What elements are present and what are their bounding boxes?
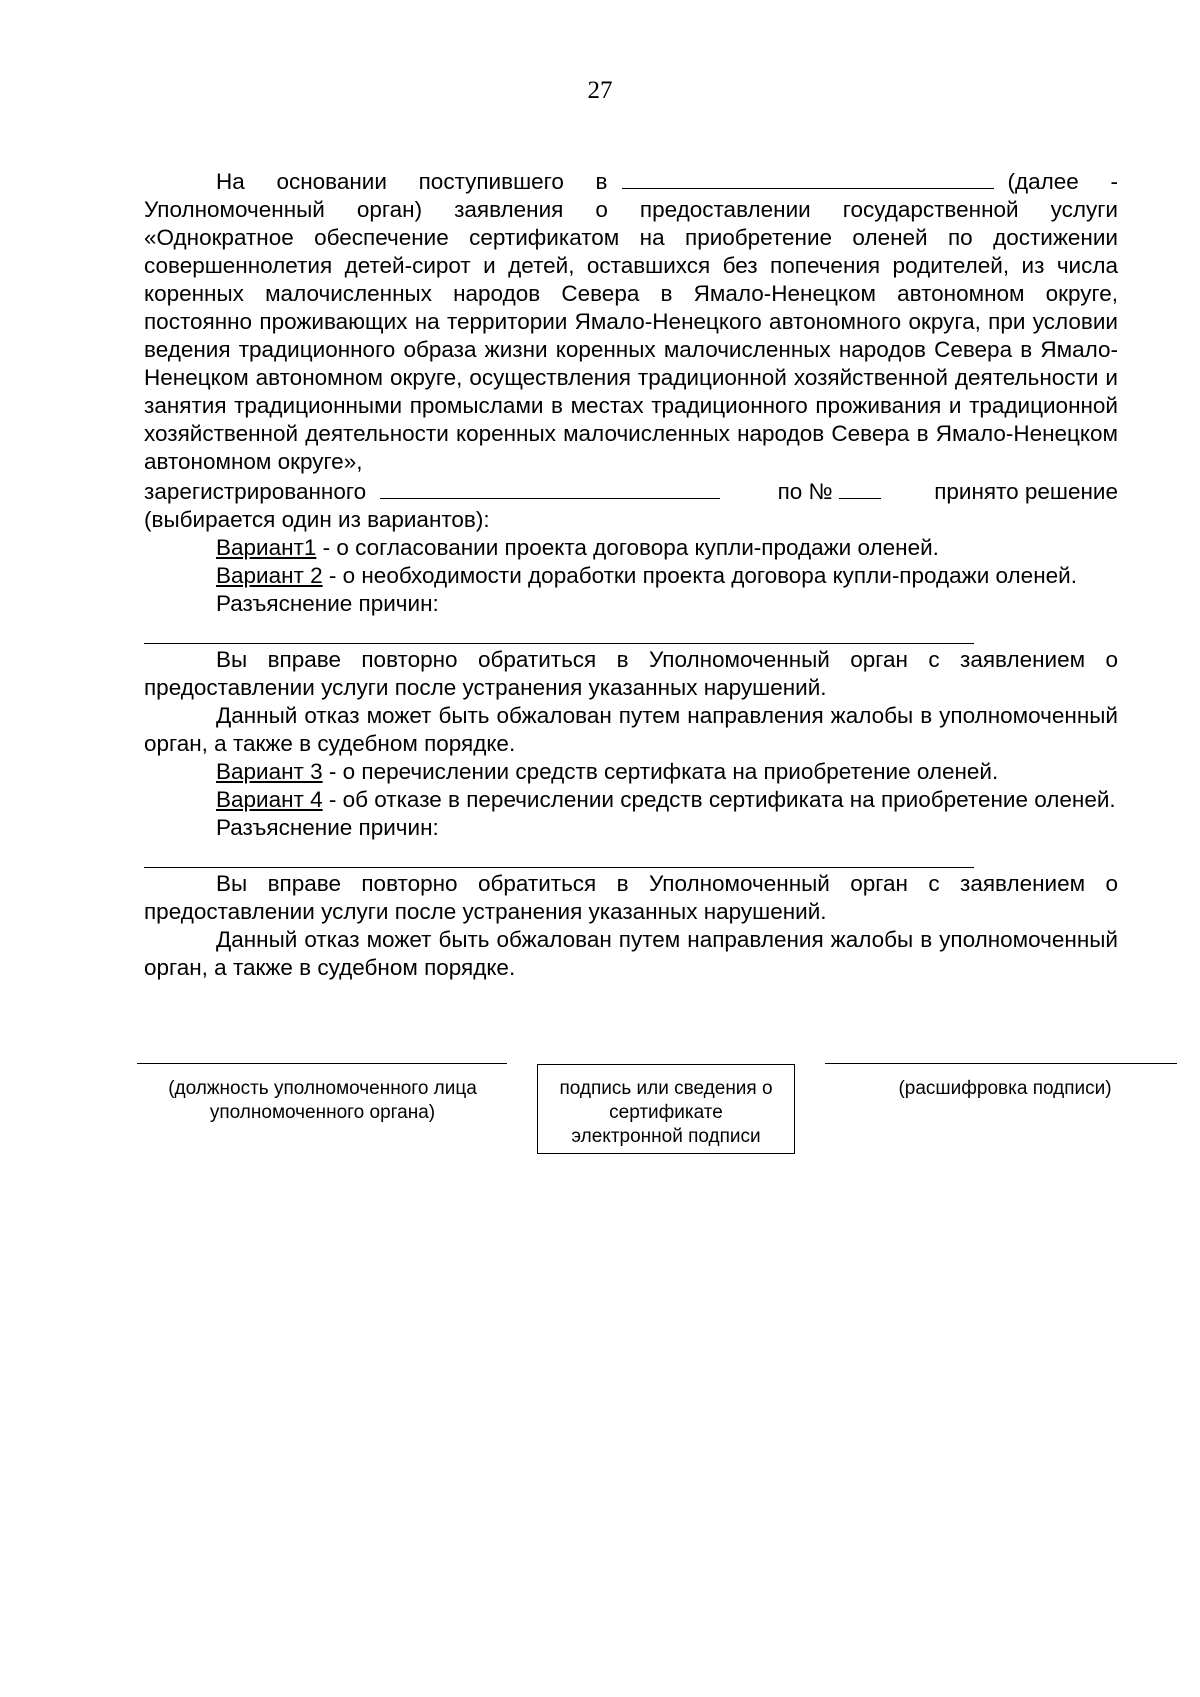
signature-box-line-1: подпись или сведения о: [559, 1078, 773, 1099]
intro-text-start: На основании поступившего в: [216, 169, 608, 194]
reasons-blank-1: [144, 618, 1118, 646]
variant-2-label: Вариант 2: [216, 563, 323, 588]
variant-1-label: Вариант1: [216, 535, 317, 560]
transcript-caption: (расшифровка подписи): [898, 1078, 1112, 1099]
variant-1-text: - о согласовании проекта договора купли-продажи оленей.: [316, 535, 939, 560]
reasons-label-2: Разъяснение причин:: [216, 815, 439, 840]
transcript-signature-line: [825, 1063, 1177, 1064]
position-caption-line-1: (должность уполномоченного лица: [168, 1078, 477, 1099]
intro-paragraph: [144, 166, 1118, 476]
registration-date-blank: [380, 476, 720, 499]
variant-3-label: Вариант 3: [216, 759, 323, 784]
signature-box-line-3: электронной подписи: [571, 1126, 761, 1147]
position-signature-line: [137, 1063, 507, 1064]
reapply-paragraph-1: Вы вправе повторно обратиться в Уполномоченный орган с заявлением о предоставлении услуги после устранения указанных нарушений.: [144, 647, 1118, 700]
variant-4-label: Вариант 4: [216, 787, 323, 812]
page-number: 27: [587, 77, 613, 104]
position-caption-line-2: уполномоченного органа): [209, 1102, 436, 1123]
variant-2: [144, 562, 1118, 590]
choose-note: (выбирается один из вариантов):: [144, 507, 490, 532]
registration-number-blank: [839, 476, 881, 499]
reapply-paragraph-2: Вы вправе повторно обратиться в Уполномоченный орган с заявлением о предоставлении услуги после устранения указанных нарушений.: [144, 871, 1118, 924]
appeal-paragraph-2: Данный отказ может быть обжалован путем направления жалобы в уполномоченный орган, а также в судебном порядке.: [144, 927, 1118, 980]
signature-box-line-2: сертификате: [609, 1102, 723, 1123]
number-label: по №: [777, 479, 833, 504]
decision-label: принято решение: [934, 479, 1118, 504]
registration-line: [144, 476, 1118, 506]
variant-4: [144, 786, 1118, 814]
registered-label: зарегистрированного: [144, 479, 367, 504]
appeal-paragraph-1: Данный отказ может быть обжалован путем направления жалобы в уполномоченный орган, а также в судебном порядке.: [144, 703, 1118, 756]
position-caption: [145, 1077, 500, 1125]
variant-2-text: - о необходимости доработки проекта договора купли-продажи оленей.: [322, 563, 1077, 588]
variant-3-text: - о перечислении средств сертифката на приобретение оленей.: [322, 759, 999, 784]
variant-4-text: - об отказе в перечислении средств сертификата на приобретение оленей.: [322, 787, 1116, 812]
number-group: [778, 476, 891, 506]
authority-name-blank: [622, 166, 994, 189]
document-body: [144, 166, 1118, 982]
signature-box: [537, 1064, 795, 1154]
variant-3: [144, 758, 1118, 786]
reasons-blank-2: [144, 842, 1118, 870]
variant-1: [144, 534, 1118, 562]
intro-text-continuation: (далее - Уполномоченный орган) заявления о предоставлении государственной услуги «Однократное обеспечение сертификатом на приобретение оленей по достижении совершеннолетия детей-сирот и детей, оставшихся без попечения родителей, из числа коренных малочисленных народов Севера в Ямало-Ненецком автономном округе, постоянно проживающих на территории Ямало-Ненецкого автономного округа, при условии ведения традиционного образа жизни коренных малочисленных народов Севера в Ямало-Ненецком автономном округе, осуществления традиционной хозяйственной деятельности и занятия традиционными промыслами в местах традиционного проживания и традиционной хозяйственной деятельности коренных малочисленных народов Севера в Ямало-Ненецком автономном округе»,: [144, 169, 1118, 474]
registered-group: [144, 476, 734, 506]
reasons-label-1: Разъяснение причин:: [216, 591, 439, 616]
